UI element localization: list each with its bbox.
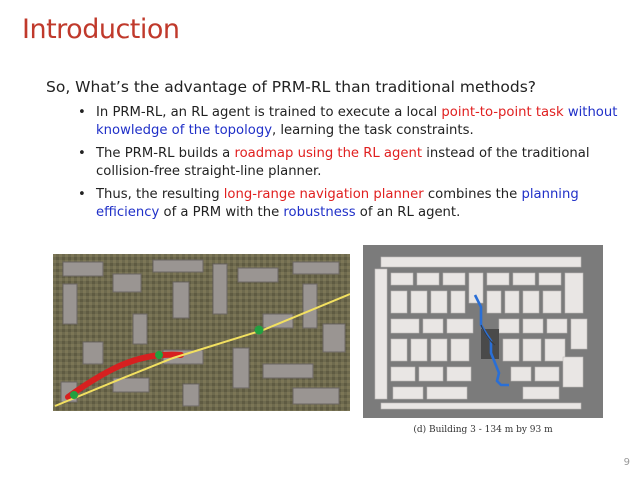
bullet-item-1 [78,104,618,140]
bullet-text: , learning the task constraints. [272,123,474,138]
building-floorplan-image [363,245,603,418]
bullet-text: of a PRM with the [159,205,284,220]
bullet-item-2 [78,145,618,181]
roadmap-aerial-image [53,254,350,411]
bullet-text: combines the [423,187,522,202]
slide-question: So, What’s the advantage of PRM-RL than traditional methods? [46,78,537,96]
page-number: 9 [623,457,630,468]
highlight-text: without knowledge of the topology [96,105,618,138]
highlight-text: roadmap using the RL agent [234,146,423,161]
bullet-list [78,104,618,227]
highlight-text: point-to-point task [441,105,564,120]
bullet-text: Thus, the resulting [96,187,224,202]
highlight-text: long-range navigation planner [223,187,424,202]
bullet-text: In PRM-RL, an RL agent is trained to execute a local [96,105,442,120]
highlight-text: robustness [283,205,356,220]
slide-title: Introduction [22,14,180,45]
highlight-text: planning efficiency [96,187,579,220]
figure-caption: (d) Building 3 - 134 m by 93 m [413,425,553,435]
bullet-text: of an RL agent. [355,205,461,220]
bullet-item-3 [78,186,618,222]
bullet-text: instead of the traditional collision-free straight-line planner. [96,146,590,179]
bullet-text: The PRM-RL builds a [96,146,235,161]
